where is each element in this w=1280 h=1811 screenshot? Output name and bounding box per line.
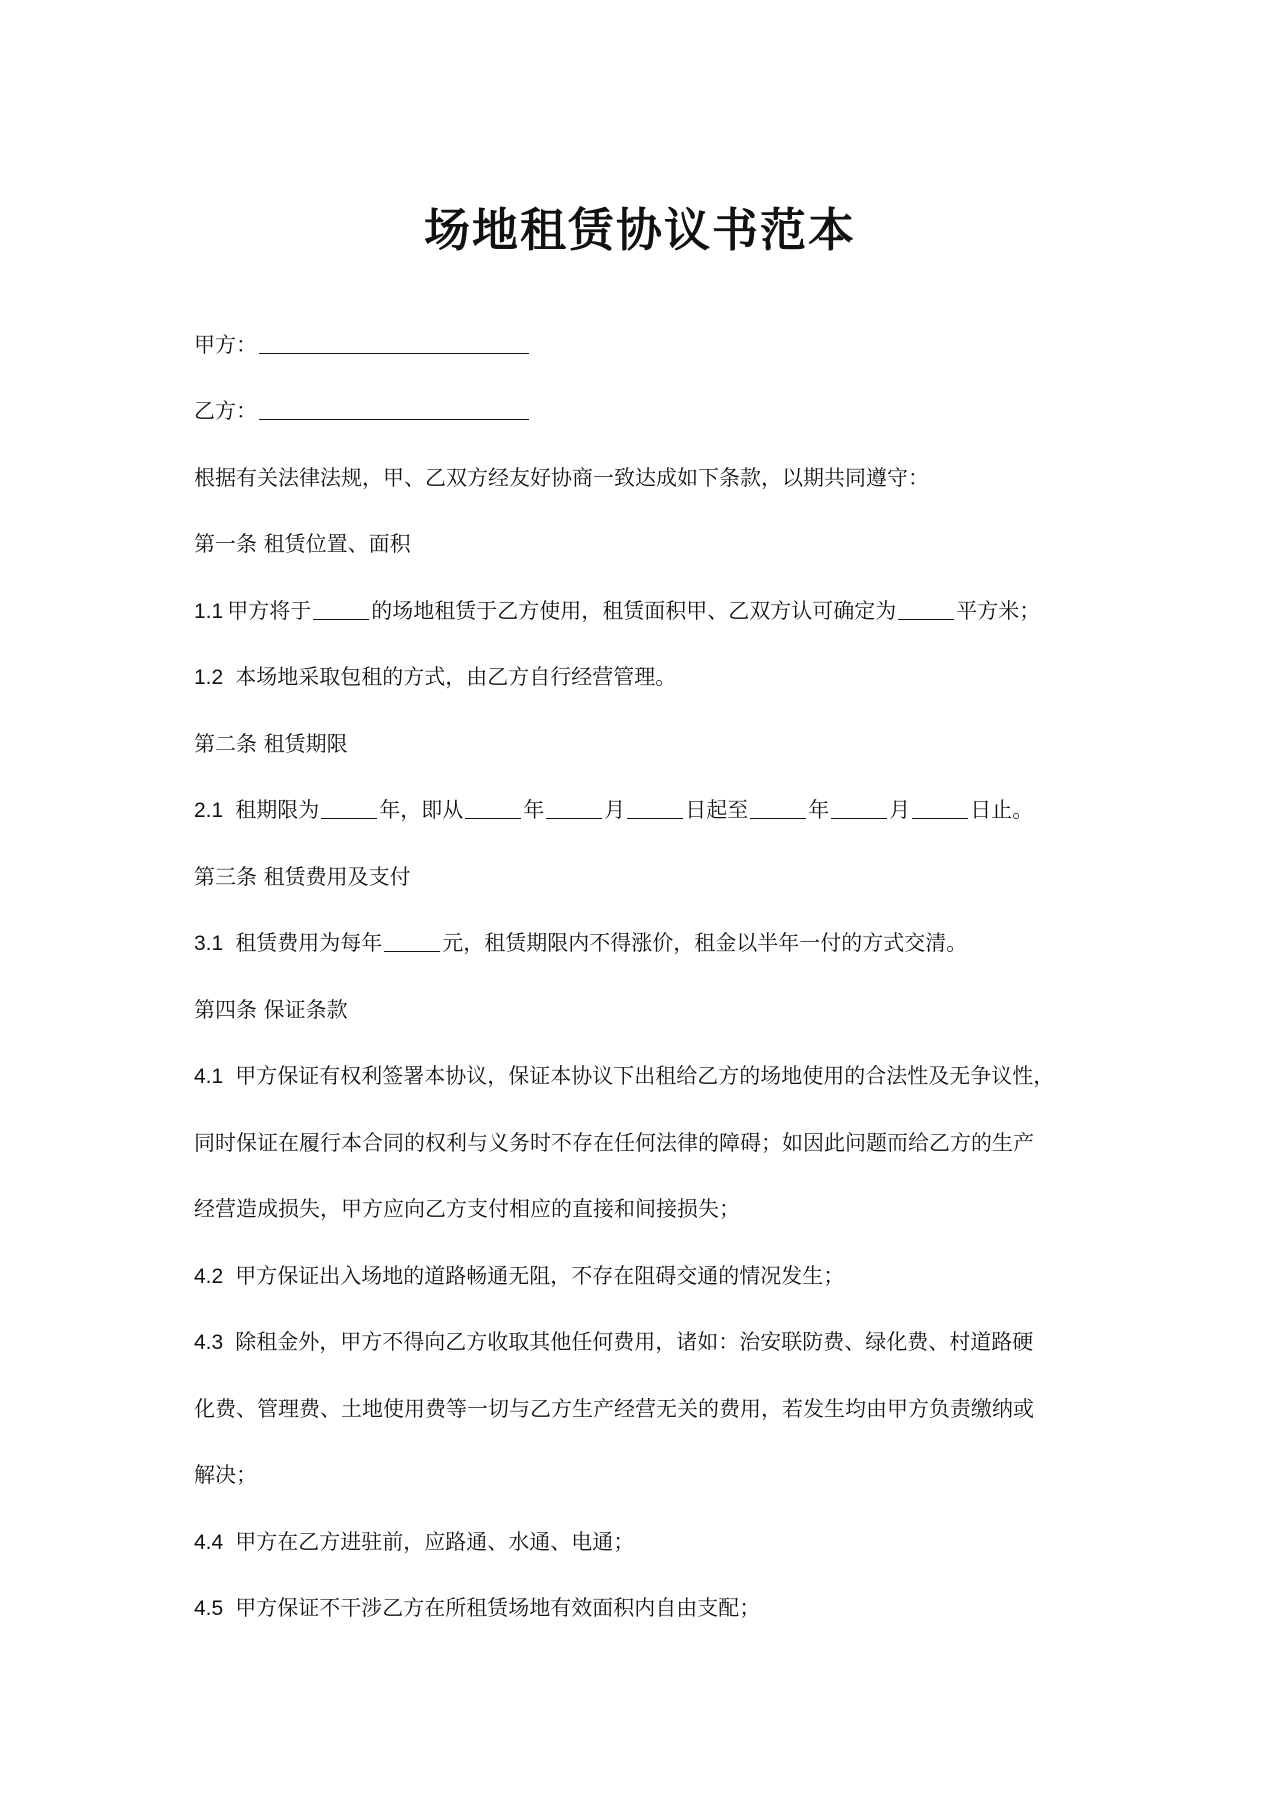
clause-1-2 [194, 662, 1104, 693]
clause-4-4 [194, 1527, 1104, 1558]
party-b-blank[interactable] [259, 397, 529, 420]
clause-text: 甲方保证出入场地的道路畅通无阻，不存在阻碍交通的情况发生； [235, 1264, 845, 1288]
article-3-heading: 第三条 租赁费用及支付 [194, 865, 411, 889]
clause-text: 甲方将于 [227, 599, 312, 623]
clause-text: 甲方保证有权利签署本协议，保证本协议下出租给乙方的场地使用的合法性及无争议性， [235, 1064, 1055, 1088]
clause-text: 年，即从 [379, 798, 464, 822]
article-4-heading: 第四条 保证条款 [194, 998, 348, 1022]
clause-text: 的场地租赁于乙方使用，租赁面积甲、乙双方认可确定为 [371, 599, 897, 623]
clause-number: 4.3 [194, 1331, 224, 1354]
clause-number: 4.4 [194, 1531, 224, 1554]
document-title: 场地租赁协议书范本 [424, 203, 856, 257]
clause-text: 甲方保证不干涉乙方在所租赁场地有效面积内自由支配； [235, 1596, 761, 1620]
clause-text: 年 [523, 798, 545, 822]
intro-paragraph: 根据有关法律法规，甲、乙双方经友好协商一致达成如下条款，以期共同遵守： [194, 466, 929, 490]
clause-number: 3.1 [194, 932, 224, 955]
end-year-blank[interactable] [750, 796, 806, 819]
party-a-line [194, 330, 1104, 360]
area-blank[interactable] [898, 597, 954, 620]
clause-text: 元，租赁期限内不得涨价，租金以半年一付的方式交清。 [442, 931, 968, 955]
clause-number: 2.1 [194, 799, 224, 822]
clause-text: 日止。 [970, 798, 1034, 822]
party-a-label: 甲方： [194, 333, 257, 357]
clause-text: 平方米； [956, 599, 1041, 623]
party-b-label: 乙方： [194, 399, 257, 423]
clause-text: 租赁费用为每年 [235, 931, 383, 955]
clause-text: 租期限为 [235, 798, 320, 822]
clause-4-3-line-3: 解决； [194, 1463, 257, 1487]
term-years-blank[interactable] [321, 796, 377, 819]
clause-4-1-line-2: 同时保证在履行本合同的权利与义务时不存在任何法律的障碍；如因此问题而给乙方的生产 [194, 1131, 1034, 1155]
end-month-blank[interactable] [831, 796, 887, 819]
clause-text: 年 [808, 798, 830, 822]
clause-number: 1.2 [194, 666, 224, 689]
annual-fee-blank[interactable] [384, 929, 440, 952]
start-month-blank[interactable] [546, 796, 602, 819]
party-a-blank[interactable] [259, 331, 529, 354]
party-b-line [194, 396, 1104, 426]
clause-number: 1.1 [194, 600, 224, 623]
clause-4-1-line-3: 经营造成损失，甲方应向乙方支付相应的直接和间接损失； [194, 1197, 740, 1221]
clause-2-1 [194, 795, 1104, 826]
clause-text: 除租金外，甲方不得向乙方收取其他任何费用，诸如：治安联防费、绿化费、村道路硬 [235, 1330, 1034, 1354]
article-1-heading: 第一条 租赁位置、面积 [194, 532, 411, 556]
article-2-heading: 第二条 租赁期限 [194, 732, 348, 756]
clause-number: 4.1 [194, 1065, 224, 1088]
clause-4-3-line-1 [194, 1327, 1104, 1358]
clause-4-3-line-2: 化费、管理费、土地使用费等一切与乙方生产经营无关的费用，若发生均由甲方负责缴纳或 [194, 1397, 1034, 1421]
clause-number: 4.2 [194, 1265, 224, 1288]
clause-text: 月 [889, 798, 911, 822]
clause-text: 甲方在乙方进驻前，应路通、水通、电通； [235, 1530, 635, 1554]
location-blank[interactable] [313, 597, 369, 620]
clause-1-1 [194, 596, 1104, 627]
clause-text: 月 [604, 798, 626, 822]
clause-text: 本场地采取包租的方式，由乙方自行经营管理。 [235, 665, 677, 689]
end-day-blank[interactable] [912, 796, 968, 819]
start-day-blank[interactable] [627, 796, 683, 819]
clause-4-5 [194, 1593, 1104, 1624]
clause-number: 4.5 [194, 1597, 224, 1620]
clause-4-2 [194, 1261, 1104, 1292]
clause-text: 日起至 [685, 798, 749, 822]
clause-3-1 [194, 928, 1104, 959]
clause-4-1-line-1 [194, 1061, 1104, 1092]
start-year-blank[interactable] [465, 796, 521, 819]
